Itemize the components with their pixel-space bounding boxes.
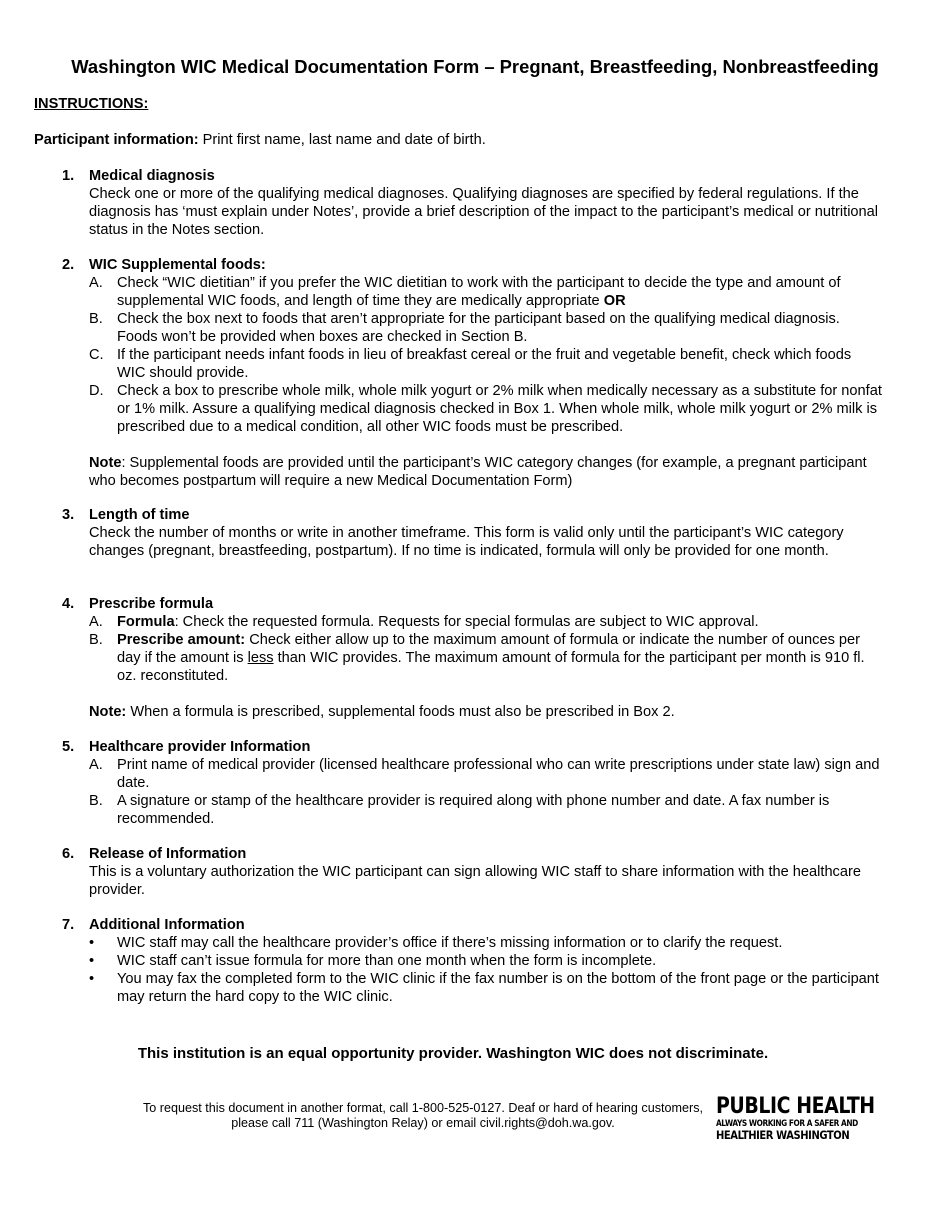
item-letter: A. [89, 275, 103, 291]
section-body: This is a voluntary authorization the WIC participant can sign allowing WIC staff to share information with the healthcare provider. [89, 864, 861, 898]
item-text: Check a box to prescribe whole milk, whole milk yogurt or 2% milk when medically necessary as a substitute for nonfat or 1% milk. Assure a qualifying medical diagnosis checked in Box 1. When whole milk, whole milk yogurt or 2% milk is prescribed due to a medical condition, all other WIC foods must be prescribed. [117, 383, 882, 435]
item-text: : Check the requested formula. Requests for special formulas are subject to WIC approval. [174, 614, 759, 630]
logo-line-1: PUBLIC HEALTH [716, 1094, 875, 1119]
footer-contact [140, 1101, 706, 1131]
item-letter: B. [89, 632, 103, 648]
bullet-item [89, 952, 882, 970]
list-item-b [89, 310, 882, 346]
item-less: less [247, 650, 274, 666]
item-letter: C. [89, 347, 104, 363]
section-heading: Medical diagnosis [89, 168, 215, 184]
section-additional-information [62, 916, 882, 1006]
list-item-a [89, 756, 882, 792]
item-text-cont: than WIC provides. The maximum amount of formula for the participant per month is 910 fl. oz. reconstituted. [117, 650, 865, 684]
section-number: 1. [62, 168, 75, 184]
section-number: 6. [62, 846, 75, 862]
bullet-text: WIC staff may call the healthcare provider’s office if there’s missing information or to clarify the request. [117, 935, 783, 951]
section-heading: Additional Information [89, 917, 245, 933]
section-number: 3. [62, 507, 75, 523]
section-length-of-time [62, 506, 882, 560]
footer-line-1: To request this document in another format, call 1-800-525-0127. Deaf or hard of hearing customers, [142, 1101, 704, 1115]
bullet-icon: • [89, 935, 95, 951]
list-item-b [89, 792, 882, 828]
list-item-c [89, 346, 882, 382]
section-number: 4. [62, 596, 75, 612]
section-heading: Healthcare provider Information [89, 739, 311, 755]
item-letter: B. [89, 793, 103, 809]
equal-opportunity-statement: This institution is an equal opportunity provider. Washington WIC does not discriminate. [137, 1045, 769, 1062]
section-medical-diagnosis [62, 167, 882, 239]
bullet-text: You may fax the completed form to the WIC clinic if the fax number is on the bottom of the front page or the participant may return the hard copy to the WIC clinic. [117, 971, 879, 1005]
participant-info [34, 131, 486, 149]
list-item-d [89, 382, 882, 436]
participant-info-text: Print first name, last name and date of birth. [198, 132, 486, 148]
note-label: Note [89, 455, 122, 471]
bullet-item [89, 934, 882, 952]
bullet-icon: • [89, 953, 95, 969]
section-heading: WIC Supplemental foods: [89, 257, 266, 273]
section-heading: Prescribe formula [89, 596, 214, 612]
list-item-a [89, 274, 882, 310]
section-number: 7. [62, 917, 75, 933]
participant-info-label: Participant information: [34, 132, 199, 148]
form-title: Washington WIC Medical Documentation Form – Pregnant, Breastfeeding, Nonbreastfeeding [71, 56, 879, 77]
section-prescribe-formula [62, 595, 882, 721]
item-label: Prescribe amount: [117, 632, 246, 648]
item-or: OR [603, 293, 626, 309]
item-text: Check the box next to foods that aren’t appropriate for the participant based on the qualifying medical diagnosis. Foods won’t be provided when boxes are checked in Section B. [117, 311, 840, 345]
item-letter: B. [89, 311, 103, 327]
section-note [89, 454, 882, 490]
item-letter: A. [89, 614, 103, 630]
list-item-a [89, 613, 882, 631]
item-text: If the participant needs infant foods in lieu of breakfast cereal or the fruit and vegetable benefit, check which foods WIC should provide. [117, 347, 852, 381]
item-letter: A. [89, 757, 103, 773]
section-note [89, 703, 882, 721]
note-text: When a formula is prescribed, supplemental foods must also be prescribed in Box 2. [126, 704, 675, 720]
public-health-logo [716, 1094, 875, 1142]
section-heading: Length of time [89, 507, 190, 523]
logo-line-3: HEALTHIER WASHINGTON [716, 1128, 850, 1142]
list-item-b [89, 631, 882, 685]
bullet-icon: • [89, 971, 95, 987]
item-letter: D. [89, 383, 104, 399]
item-text: Print name of medical provider (licensed healthcare professional who can write prescriptions under state law) sign and date. [117, 757, 880, 791]
footer-line-2: please call 711 (Washington Relay) or email civil.rights@doh.wa.gov. [231, 1116, 615, 1130]
item-text: Check either allow up to the maximum amount of formula or indicate the number of ounces per day if the amount is [117, 632, 861, 666]
section-release-of-information [62, 845, 882, 899]
item-label: Formula [117, 614, 175, 630]
item-text: A signature or stamp of the healthcare provider is required along with phone number and date. A fax number is recommended. [117, 793, 830, 827]
section-body: Check one or more of the qualifying medical diagnoses. Qualifying diagnoses are specified by federal regulations. If the diagnosis has ‘must explain under Notes’, provide a brief description of the impact to the participant’s medical or nutritional status in the Notes section. [89, 186, 879, 238]
instructions-heading: INSTRUCTIONS: [34, 96, 149, 112]
note-label: Note: [89, 704, 127, 720]
logo-line-2: ALWAYS WORKING FOR A SAFER AND [716, 1119, 858, 1129]
bullet-text: WIC staff can’t issue formula for more than one month when the form is incomplete. [117, 953, 657, 969]
item-text: Check “WIC dietitian” if you prefer the WIC dietitian to work with the participant to decide the type and amount of supplemental WIC foods, and length of time they are medically appropriate [117, 275, 841, 309]
section-provider-information [62, 738, 882, 828]
bullet-item [89, 970, 882, 1006]
section-number: 5. [62, 739, 75, 755]
section-body: Check the number of months or write in another timeframe. This form is valid only until the participant’s WIC category changes (pregnant, breastfeeding, postpartum). If no time is indicated, formula will only be provided for one month. [89, 525, 844, 559]
section-number: 2. [62, 257, 75, 273]
section-heading: Release of Information [89, 846, 247, 862]
note-text: : Supplemental foods are provided until the participant’s WIC category changes (for example, a pregnant participant who becomes postpartum will require a new Medical Documentation Form) [89, 455, 867, 489]
section-supplemental-foods [62, 256, 882, 490]
